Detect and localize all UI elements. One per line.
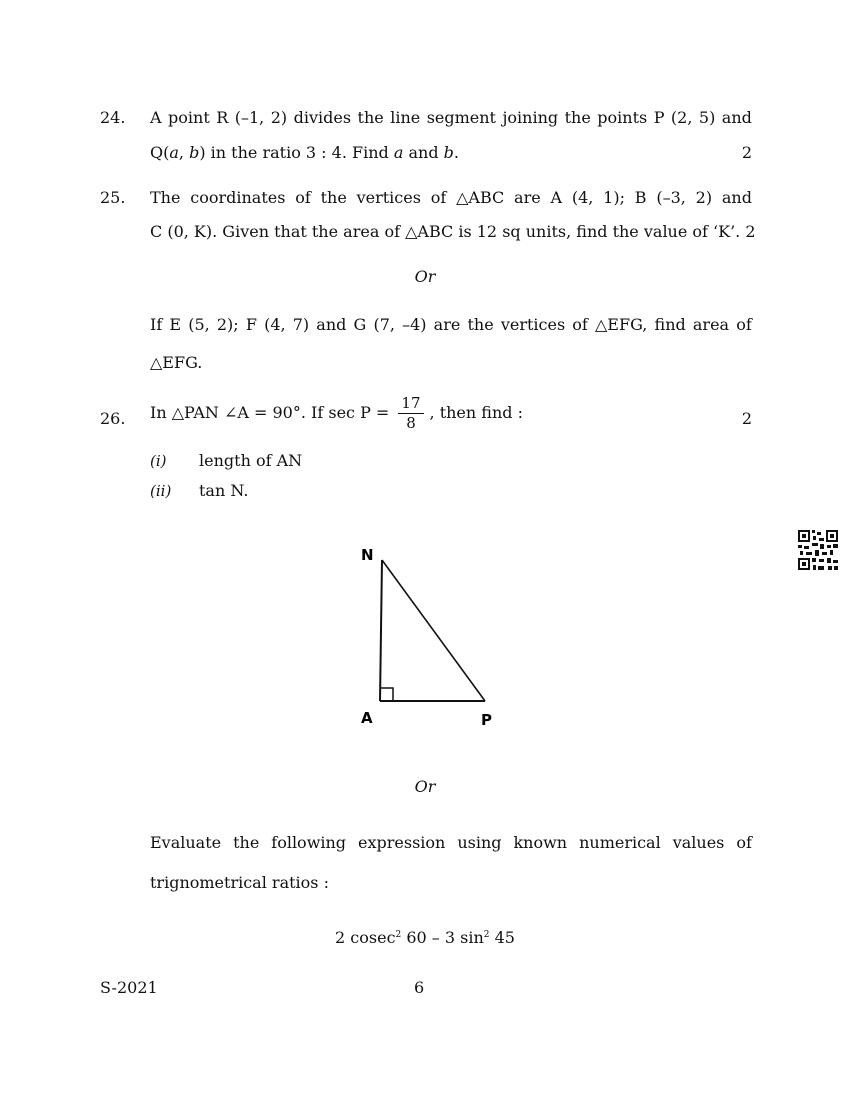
word: points (597, 108, 648, 127)
question-26-number: 26. (100, 409, 126, 428)
question-24-number: 24. (100, 108, 126, 127)
q24-var-a: a (169, 143, 179, 162)
word: (5, (188, 315, 210, 334)
question-24-line-2 (150, 143, 752, 162)
word: line (390, 108, 421, 127)
word: vertices (500, 315, 566, 334)
trig-expression (0, 928, 850, 947)
q26-stem-before: In △PAN ∠A = 90°. If sec P = (150, 403, 395, 422)
right-angle-marker (380, 688, 393, 701)
question-26-or: Or (414, 777, 436, 796)
word: of (736, 833, 752, 852)
word: 2) (270, 108, 288, 127)
word: E (169, 315, 182, 334)
word: G (353, 315, 367, 334)
word: of (295, 188, 311, 207)
q24-text-b: , (178, 143, 190, 162)
vertex-a-label: A (361, 709, 373, 727)
word: (4, (571, 188, 594, 207)
word: and (721, 188, 752, 207)
fraction-denominator: 8 (406, 414, 416, 432)
word: of (430, 188, 447, 207)
question-26-stem (150, 396, 752, 431)
expr-part-c: 45 (489, 928, 515, 947)
word: vertices (356, 188, 421, 207)
word: △ABC (456, 188, 505, 207)
word: the (357, 108, 384, 127)
vertex-p-label: P (481, 711, 492, 729)
part-i-label: (i) (150, 452, 167, 470)
question-24-line-1 (150, 108, 752, 127)
word: 1); (603, 188, 625, 207)
word: and (316, 315, 347, 334)
word: 5) (698, 108, 716, 127)
word: are (514, 188, 541, 207)
expr-part-a: 2 cosec (335, 928, 396, 947)
paper-code: S-2021 (100, 978, 158, 997)
expr-sup-2: 2 (483, 930, 490, 940)
word: joining (502, 108, 559, 127)
question-26-alt-line-1 (150, 833, 752, 852)
q24-var-b2: b (443, 143, 454, 162)
question-25-number: 25. (100, 188, 126, 207)
word: known (513, 833, 568, 852)
question-24-marks: 2 (741, 143, 752, 162)
word: 2) (695, 188, 713, 207)
word: P (653, 108, 665, 127)
sec-p-fraction (398, 396, 423, 431)
question-26-alt-line-2: trignometrical ratios : (150, 873, 329, 892)
word: Evaluate (150, 833, 222, 852)
word: find (654, 315, 686, 334)
word: 2); (216, 315, 239, 334)
word: (–1, (234, 108, 265, 127)
expr-part-b: 60 – 3 sin (401, 928, 484, 947)
fraction-numerator: 17 (398, 396, 423, 414)
word: A (550, 188, 563, 207)
word: following (271, 833, 347, 852)
question-25-or: Or (414, 267, 436, 286)
word: coordinates (190, 188, 286, 207)
side-np (382, 560, 485, 701)
q24-text-e: . (453, 143, 460, 162)
question-26-marks: 2 (741, 409, 752, 428)
question-25-alt-line-2: △EFG. (150, 353, 203, 372)
word: B (634, 188, 647, 207)
q24-text-c: ) in the ratio 3 : 4. Find (199, 143, 394, 162)
word: the (467, 315, 494, 334)
word: (2, (670, 108, 693, 127)
word: and (721, 108, 752, 127)
word: the (233, 833, 260, 852)
question-25-alt-line-1 (150, 315, 752, 334)
vertex-n-label: N (361, 546, 374, 564)
word: The (150, 188, 181, 207)
word: area (692, 315, 730, 334)
page-number: 6 (414, 978, 425, 997)
q24-text-a: Q( (150, 143, 170, 162)
side-an (380, 560, 382, 701)
triangle-pan-figure (355, 538, 500, 733)
question-25-line-2: C (0, K). Given that the area of △ABC is 12 sq units, find the value of ‘K’. 2 (150, 222, 756, 241)
word: of (736, 315, 752, 334)
word: –4) (402, 315, 427, 334)
word: using (457, 833, 502, 852)
word: are (433, 315, 461, 334)
q24-var-b: b (189, 143, 200, 162)
expr-sup-1: 2 (395, 930, 402, 940)
word: point (168, 108, 210, 127)
word: (–3, (656, 188, 686, 207)
word: (4, (264, 315, 286, 334)
word: the (320, 188, 347, 207)
q24-text-d: and (403, 143, 444, 162)
word: If (150, 315, 163, 334)
word: △EFG, (595, 315, 648, 334)
word: numerical (579, 833, 661, 852)
question-25-line-1 (150, 188, 752, 207)
word: (7, (373, 315, 395, 334)
word: F (245, 315, 257, 334)
part-i-text: length of AN (199, 451, 303, 470)
q26-stem-after: , then find : (429, 403, 523, 422)
part-ii-label: (ii) (150, 482, 172, 500)
word: divides (293, 108, 352, 127)
word: 7) (292, 315, 310, 334)
qr-code-icon (798, 530, 838, 570)
word: the (564, 108, 591, 127)
word: A (150, 108, 162, 127)
part-ii-text: tan N. (199, 481, 249, 500)
word: values (672, 833, 725, 852)
word: expression (358, 833, 446, 852)
word: of (572, 315, 588, 334)
q24-var-a2: a (393, 143, 404, 162)
word: R (216, 108, 229, 127)
word: segment (426, 108, 496, 127)
